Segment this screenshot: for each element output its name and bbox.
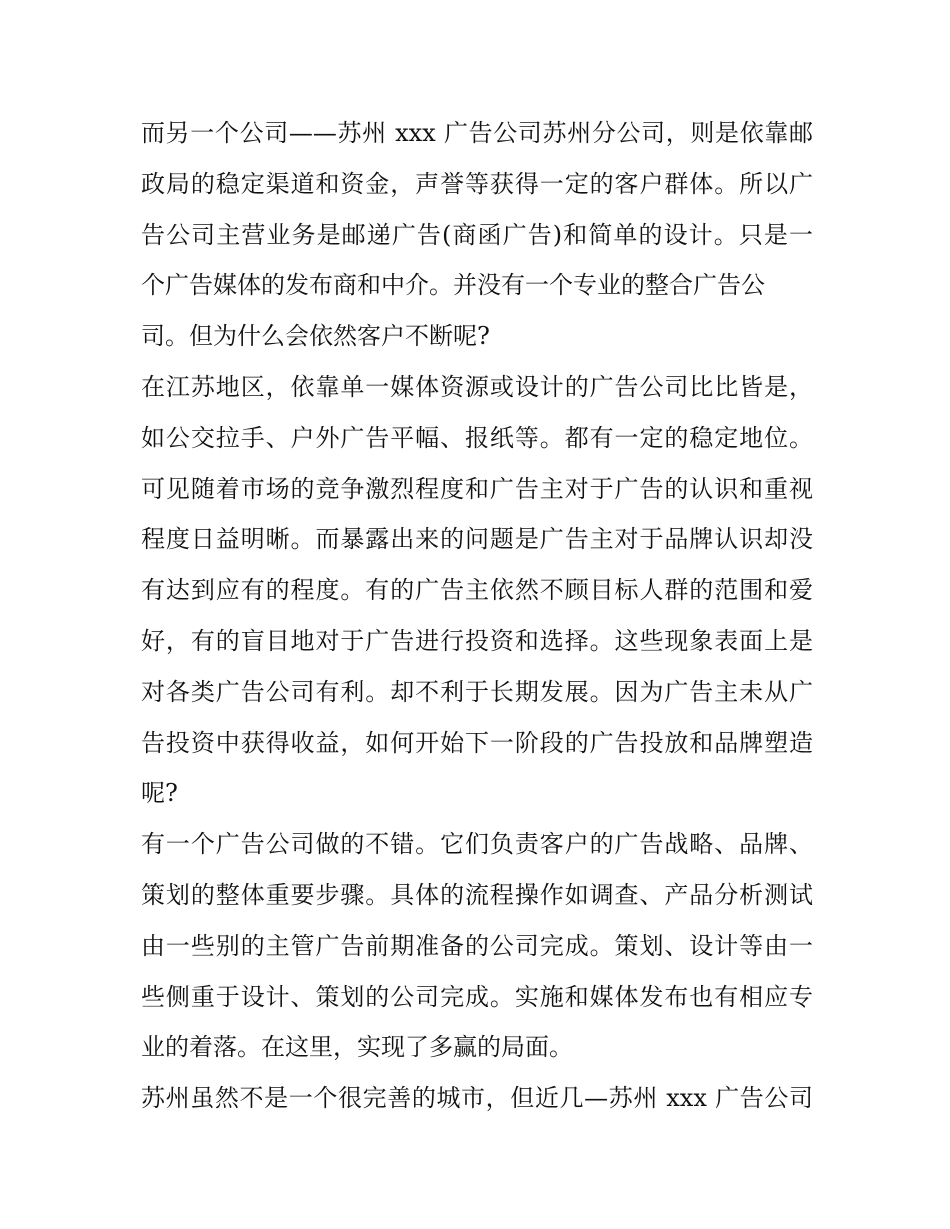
text-line: 由一些别的主管广告前期准备的公司完成。策划、设计等由一 [141,931,813,960]
text-line: 有一个广告公司做的不错。它们负责客户的广告战略、品牌、 [141,830,813,859]
text-line: 呢? [141,779,178,808]
text-line: 告公司主营业务是邮递广告(商函广告)和简单的设计。只是一 [141,220,813,249]
document-body [141,108,813,1124]
text-line: 可见随着市场的竞争激烈程度和广告主对于广告的认识和重视 [141,474,813,503]
text-line: 政局的稳定渠道和资金，声誉等获得一定的客户群体。所以广 [141,169,813,198]
text-line: 告投资中获得收益，如何开始下一阶段的广告投放和品牌塑造 [141,728,813,757]
text-line: 业的着落。在这里，实现了多赢的局面。 [141,1033,573,1062]
text-line: 个广告媒体的发布商和中介。并没有一个专业的整合广告公 [141,271,765,300]
text-line: 程度日益明晰。而暴露出来的问题是广告主对于品牌认识却没 [141,525,813,554]
text-line: 策划的整体重要步骤。具体的流程操作如调查、产品分析测试 [141,880,813,909]
text-line: 些侧重于设计、策划的公司完成。实施和媒体发布也有相应专 [141,982,813,1011]
text-line: 在江苏地区，依靠单一媒体资源或设计的广告公司比比皆是， [141,372,813,401]
text-line: 司。但为什么会依然客户不断呢? [141,322,490,351]
text-line: 如公交拉手、户外广告平幅、报纸等。都有一定的稳定地位。 [141,423,813,452]
text-line: 而另一个公司——苏州 xxx 广告公司苏州分公司，则是依靠邮 [141,119,813,147]
text-line: 苏州虽然不是一个很完善的城市，但近几—苏州 xxx 广告公司 [141,1084,813,1113]
text-line: 对各类广告公司有利。却不利于长期发展。因为广告主未从广 [141,677,813,706]
text-line: 有达到应有的程度。有的广告主依然不顾目标人群的范围和爱 [141,576,813,605]
text-line: 好，有的盲目地对于广告进行投资和选择。这些现象表面上是 [141,626,813,655]
